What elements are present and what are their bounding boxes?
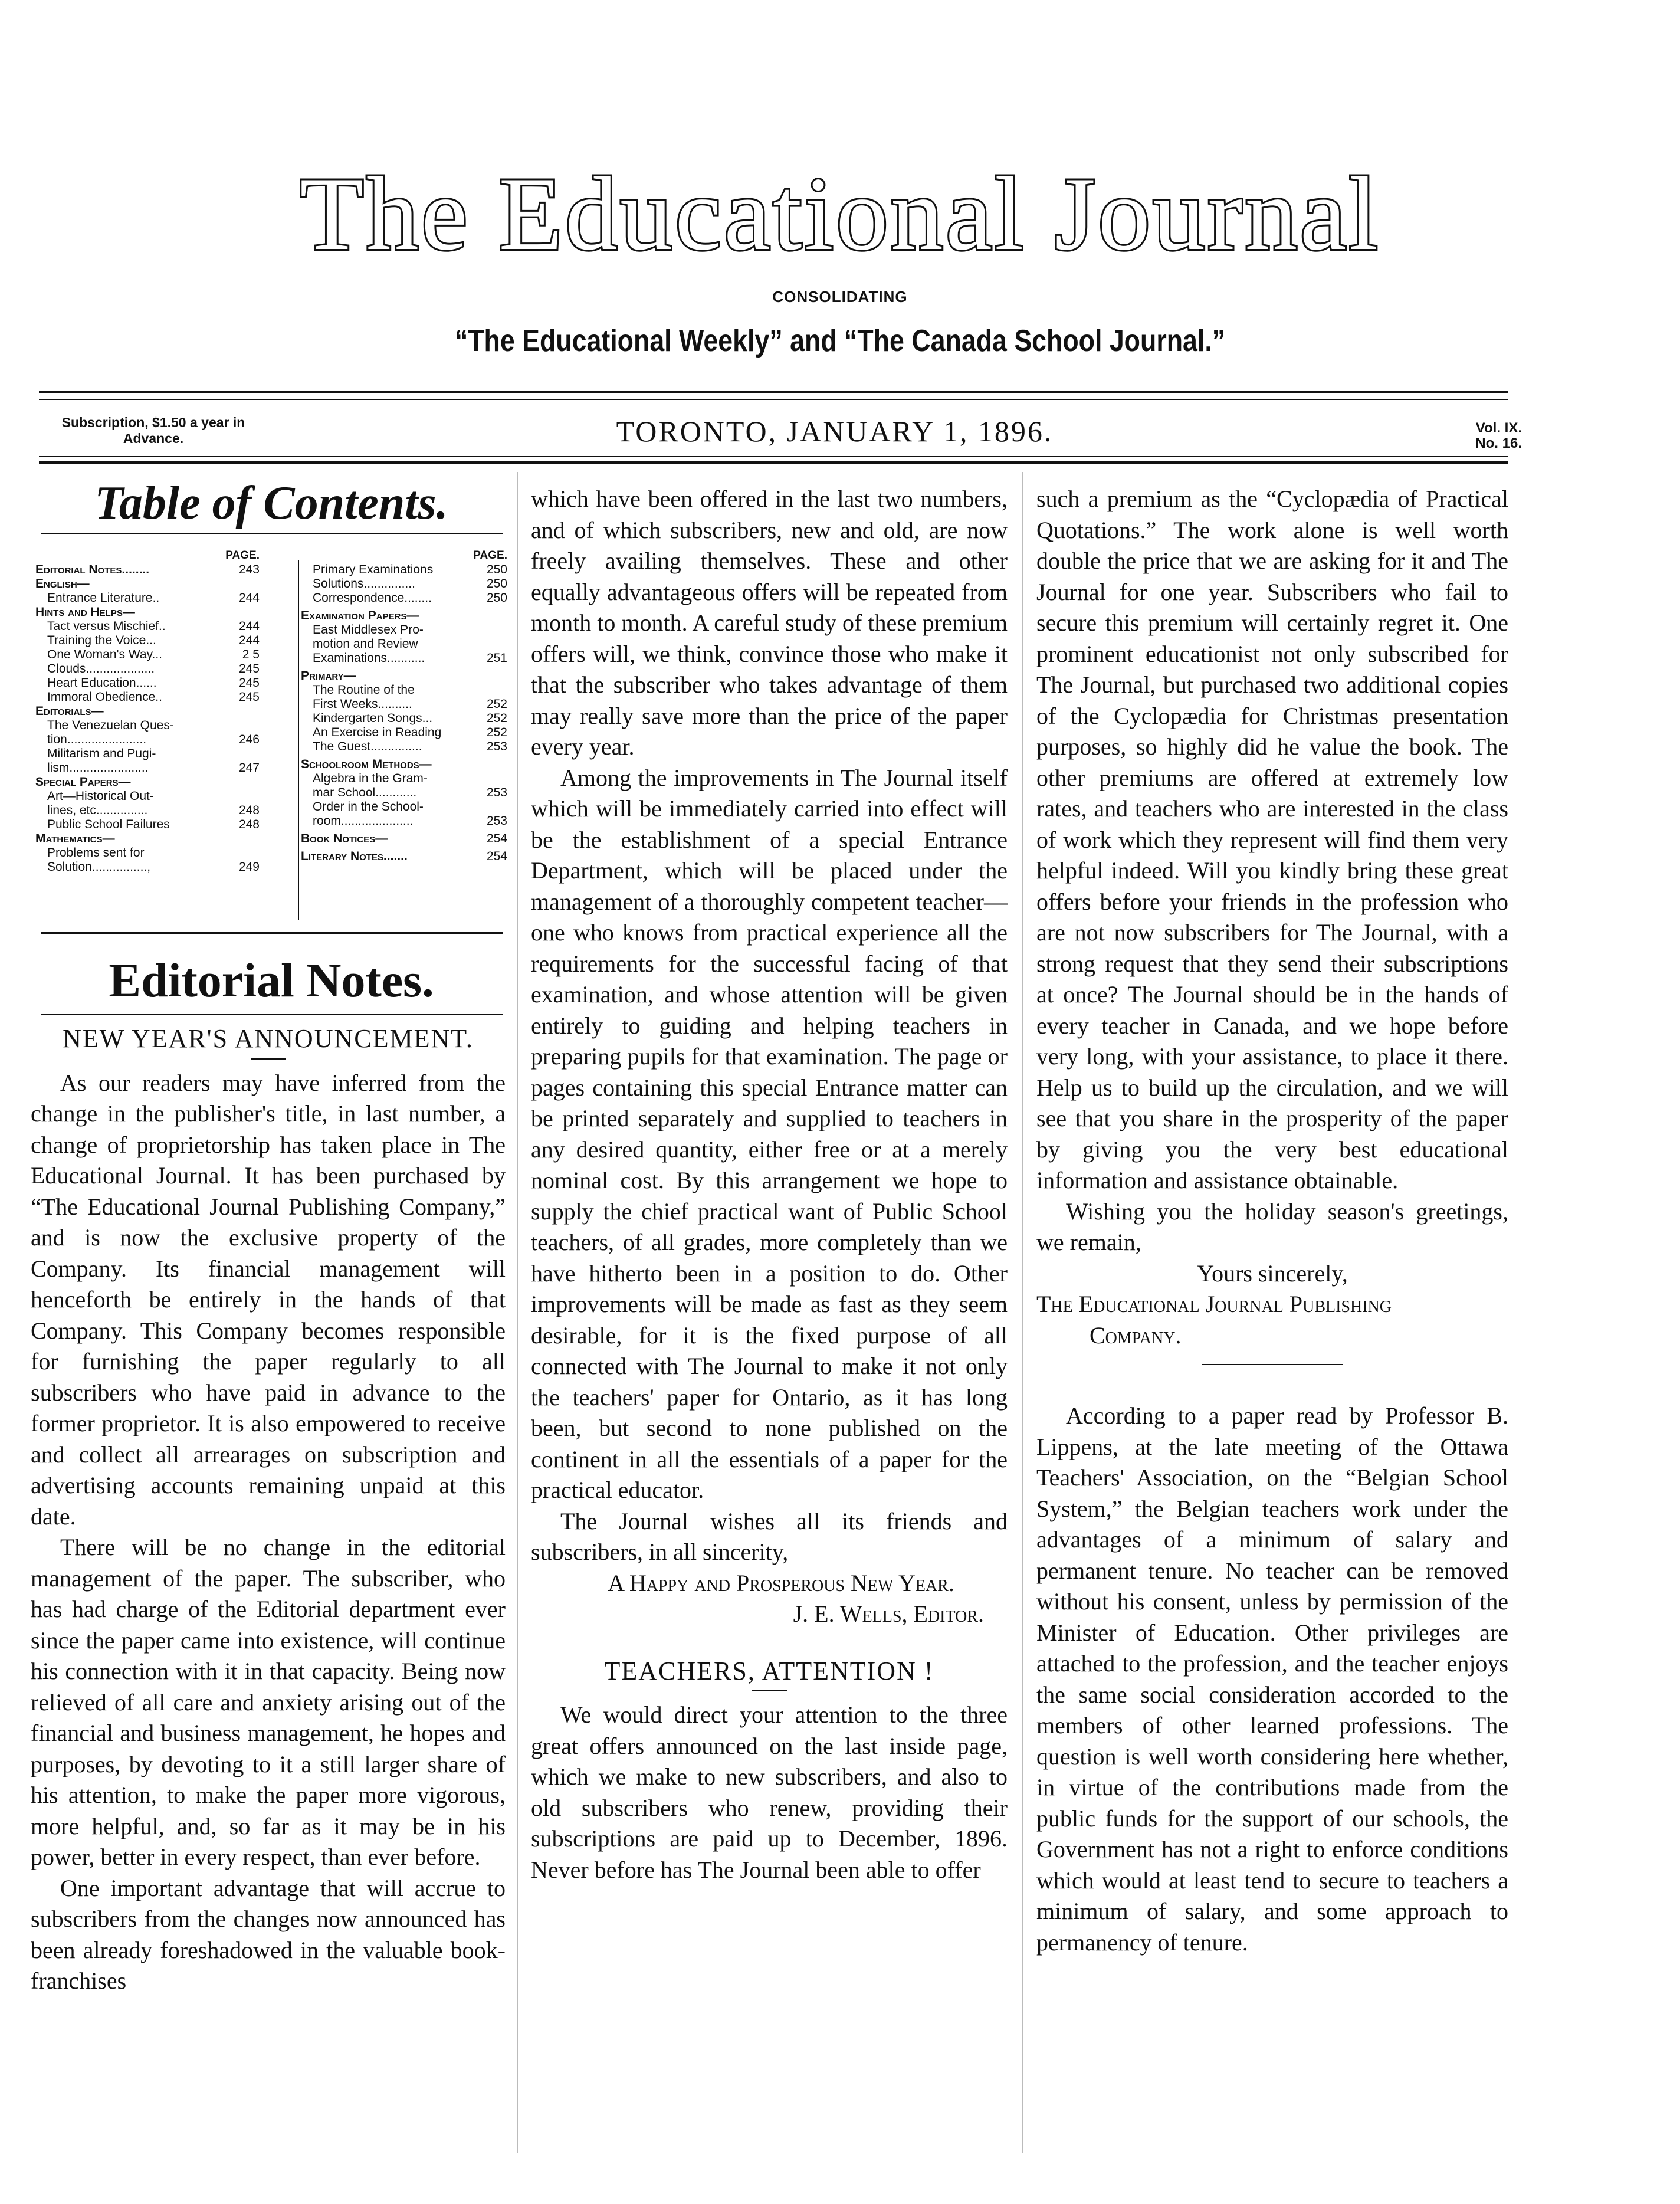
toc-entry-page: 250 [486, 563, 507, 576]
toc-entry-name: Correspondence........ [313, 591, 432, 605]
toc-entry-page: 252 [486, 697, 507, 711]
toc-entry-page [481, 623, 507, 637]
toc-entry-name: tion....................... [47, 733, 147, 746]
toc-entry-page: 253 [486, 786, 507, 799]
toc-entry-page: 245 [238, 676, 260, 690]
toc-entry [35, 634, 260, 648]
toc-entry-name: Examinations........... [313, 651, 425, 665]
toc-entry [35, 747, 260, 761]
toc-entry-page [234, 704, 260, 719]
editorial-notes-title: Editorial Notes. [109, 953, 434, 1007]
toc-entry [35, 803, 260, 818]
heading-dash [752, 1690, 787, 1691]
toc-entry [35, 577, 260, 591]
toc-entry-name: motion and Review [313, 637, 418, 651]
dateline: TORONTO, JANUARY 1, 1896. [616, 415, 1054, 448]
toc-entry [301, 591, 507, 605]
toc-entry-page: 243 [238, 563, 260, 576]
dateline-rule-thick [39, 461, 1508, 464]
toc-entry [35, 704, 260, 719]
toc-entry-name: Editorials— [35, 704, 104, 718]
toc-entry-name: An Exercise in Reading [313, 726, 442, 739]
column-1 [31, 1024, 506, 1997]
toc-entry-page [234, 719, 260, 733]
paragraph: One important advantage that will accrue to subscribers from the changes now announced has been already foreshadowed in the valuable book-franchises [31, 1874, 506, 1994]
toc-entry-name: The Routine of the [313, 683, 415, 697]
column-3 [1036, 484, 1508, 1958]
toc-entry [301, 740, 507, 754]
toc-entry [301, 786, 507, 800]
toc-entry-page: 250 [486, 591, 507, 605]
toc-entry-page [481, 669, 507, 683]
toc-entry-page: 244 [238, 619, 260, 633]
toc-entry-page [234, 577, 260, 591]
toc-entry-page [481, 772, 507, 786]
toc-entry [301, 577, 507, 591]
toc-bottom-rule [41, 932, 503, 934]
toc-entry-page: 244 [238, 591, 260, 605]
toc-entry-name: Solutions............... [313, 577, 415, 591]
toc-entry-name: Book Notices— [301, 832, 388, 845]
toc-entry-page: 253 [486, 814, 507, 828]
toc-entry-page: 245 [238, 690, 260, 704]
toc-entry-page [481, 683, 507, 697]
toc-entry [301, 757, 507, 772]
toc-entry [35, 605, 260, 619]
toc-entry-name: Solution................, [47, 860, 151, 874]
toc-rule [41, 533, 503, 534]
toc-entry-page: 244 [238, 634, 260, 647]
toc-entry [301, 669, 507, 683]
toc-entry-page: 246 [238, 733, 260, 746]
toc-entry-name: Entrance Literature.. [47, 591, 160, 605]
heading-dash [251, 1058, 286, 1060]
toc-entry [301, 850, 507, 864]
editorial-rule [41, 1014, 503, 1015]
toc-entry-page [234, 775, 260, 789]
toc-entry-name: Militarism and Pugi- [47, 747, 156, 760]
toc-entry-name: Primary Examinations [313, 563, 434, 576]
toc-entry-page: 2 5 [242, 648, 260, 661]
toc-entry-page [481, 757, 507, 772]
toc-entry-name: Kindergarten Songs... [313, 711, 433, 725]
toc-entry-page: 252 [486, 711, 507, 725]
toc-entry-name: Problems sent for [47, 846, 145, 860]
toc-page-label: PAGE. [225, 549, 260, 562]
toc-entry [35, 846, 260, 860]
toc-entry [301, 651, 507, 665]
section-rule [1202, 1364, 1343, 1365]
toc-entry [301, 623, 507, 637]
toc-entry [301, 772, 507, 786]
toc-entry [301, 726, 507, 740]
company-name: The Educational Journal Publishing [1036, 1291, 1392, 1317]
toc-entry-page: 247 [238, 761, 260, 775]
toc-entry [35, 775, 260, 789]
toc-entry-page: 252 [486, 726, 507, 739]
toc-entry-page: 254 [486, 850, 507, 863]
toc-entry [301, 683, 507, 697]
paragraph: which have been offered in the last two numbers, and of which subscribers, new and old, are now freely availing themselves. These and other equally advantageous offers will be repeated from month to month. A careful study of these premium offers will, we think, convince those who make it that the subscriber who takes advantage of them may really save more than the price of the paper every year. [531, 486, 1008, 760]
masthead-consolidating: CONSOLIDATING [772, 288, 908, 306]
toc-entry-name: lines, etc............... [47, 803, 148, 817]
column-divider [1022, 472, 1023, 2153]
paragraph: There will be no change in the editorial management of the paper. The subscriber, who has had charge of the Editorial department ever since the paper came into existence, will continue his connection with it in that capacity. Being now relieved of all care and anxiety arising out of the financial and business management, he hopes and purposes, by devoting to it a still larger share of his attention, to make the paper more vigorous, more helpful, and, so far as it may be in his power, better in every respect, than ever before. [31, 1534, 506, 1870]
toc-entry-name: Examination Papers— [301, 609, 419, 622]
toc-entry-name: Immoral Obedience.. [47, 690, 162, 704]
toc-entry-page [481, 609, 507, 623]
toc-entry-name: room..................... [313, 814, 414, 828]
toc-entry-page [481, 800, 507, 814]
toc-entry-page: 249 [238, 860, 260, 874]
paragraph: Among the improvements in The Journal itself which will be immediately carried into effect will be the establishment of a special Entrance Department, which will be placed under the management of a thoroughly competent teacher—one who knows from practical experience all the requirements for the successful facing of that examination, and whose attention will be given entirely to guiding and helping teachers in preparing pupils for that examination. The page or pages containing this special Entrance matter can be printed separately and supplied to teachers in any desired quantity, either free or at a merely nominal cost. By this arrangement we hope to supply the chief practical want of Public School teachers, of all grades, more completely than we have hitherto been in a position to do. Other improvements will be made as fast as they seem desirable, for it is the fixed purpose of all connected with The Journal to make it not only the teachers' paper for Ontario, as it has long been, but second to none published on the continent in all the essentials of a paper for the practical educator. [531, 764, 1008, 1503]
toc-entry-name: English— [35, 577, 90, 591]
volume-number [1404, 421, 1522, 451]
toc-entry [35, 761, 260, 775]
toc-entry [35, 619, 260, 634]
editor-signature: J. E. Wells, Editor. [793, 1600, 984, 1627]
toc-entry-name: Mathematics— [35, 832, 115, 845]
toc-entry [301, 637, 507, 651]
toc-entry-name: One Woman's Way... [47, 648, 163, 661]
toc-entry-name: East Middlesex Pro- [313, 623, 424, 637]
toc-entry [301, 563, 507, 577]
toc-entry [35, 563, 260, 577]
toc-entry [35, 676, 260, 690]
toc-entry [35, 648, 260, 662]
new-year-heading: NEW YEAR'S ANNOUNCEMENT. [63, 1024, 474, 1053]
column-divider [517, 472, 518, 2153]
toc-column-divider [298, 560, 299, 920]
toc-entry [301, 800, 507, 814]
toc-entry-name: Schoolroom Methods— [301, 757, 432, 771]
toc-entry [35, 719, 260, 733]
toc-entry-name: Editorial Notes........ [35, 563, 150, 576]
toc-entry-page: 245 [238, 662, 260, 675]
subscription-note: Subscription, $1.50 a year in Advance. [61, 415, 245, 446]
toc-page-label: PAGE. [473, 549, 507, 562]
teachers-attention-heading: TEACHERS, ATTENTION ! [604, 1656, 934, 1685]
toc-entry [35, 690, 260, 704]
toc-entry [35, 662, 260, 676]
toc-entry-page: 248 [238, 803, 260, 817]
toc-entry-name: The Guest............... [313, 740, 422, 753]
toc-entry-name: Special Papers— [35, 775, 131, 789]
toc-title: Table of Contents. [94, 477, 448, 529]
toc-entry [35, 832, 260, 846]
paragraph: such a premium as the “Cyclopædia of Practical Quotations.” The work alone is well worth double the price that we are asking for it and The Journal for one year. Subscribers who fail to secure this premium will certainly regret it. One prominent educationist not only subscribed for The Journal, but purchased two additional copies of the Cyclopædia for Christmas presentation purposes, so highly did he value the book. The other premiums are offered at extremely low rates, and teachers who are interested in the class of work which they represent will find them very helpful indeed. Will you kindly bring these great offers before your friends in the profession who are not now subscribers for The Journal, with a strong request that they send their subscriptions at once? The Journal should be in the hands of every teacher in Canada, and we hope before very long, with your assistance, to place it there. Help us to build up the circulation, and we will see that you share in the prosperity of the paper by giving you the very best educational information and assistance obtainable. [1036, 486, 1508, 1193]
paragraph: The Journal wishes all its friends and subscribers, in all sincerity, [531, 1507, 1008, 1565]
toc-entry-page: 248 [238, 818, 260, 831]
toc-entry [35, 860, 260, 874]
toc-entry-name: Art—Historical Out- [47, 789, 154, 803]
new-year-greeting: A Happy and Prosperous New Year. [608, 1569, 954, 1596]
toc-entry [301, 814, 507, 828]
toc-entry [35, 818, 260, 832]
toc-entry-name: mar School............ [313, 786, 417, 799]
toc-entry-page [234, 605, 260, 619]
toc-entry-page: 251 [486, 651, 507, 665]
toc-entry-name: Primary— [301, 669, 356, 683]
toc-entry [301, 609, 507, 623]
toc-entry-name: First Weeks.......... [313, 697, 412, 711]
toc-entry-name: Training the Voice... [47, 634, 156, 647]
toc-entry-page: 253 [486, 740, 507, 753]
dateline-rule-thin [39, 456, 1508, 457]
toc-entry-name: Order in the School- [313, 800, 424, 814]
toc-entry [301, 711, 507, 726]
paragraph: According to a paper read by Professor B. Lippens, at the late meeting of the Ottawa Teachers' Association, on the “Belgian School System,” the Belgian teachers work under the advantages of a minimum of salary and permanent tenure. No teacher can be removed without his consent, unless by permission of the Minister of Education. Other privileges are attached to the profession, and the teacher enjoys the same social consideration accorded to the members of other learned professions. The question is well worth considering here whether, in virtue of the contributions made from the public funds for the support of our schools, the Government has not a right to enforce conditions which would at least tend to secure to teachers a minimum of salary, and some approach to permanency of tenure. [1036, 1402, 1508, 1956]
toc-entry-name: Public School Failures [47, 818, 170, 831]
column-2 [531, 484, 1008, 1885]
toc-entry-name: lism....................... [47, 761, 149, 775]
toc-entry-page [234, 846, 260, 860]
toc-entry-page [234, 832, 260, 846]
toc-entry-name: Tact versus Mischief.. [47, 619, 166, 633]
masthead-title: The Educational Journal [300, 155, 1380, 272]
toc-entry-page: 250 [486, 577, 507, 591]
issue-label: No. 16. [1475, 435, 1522, 451]
toc-entry-page [481, 637, 507, 651]
closing: Yours sincerely, [1197, 1260, 1348, 1287]
volume-label: Vol. IX. [1475, 420, 1522, 436]
toc-entry-name: Algebra in the Gram- [313, 772, 428, 785]
toc-entry-page: 254 [486, 832, 507, 845]
toc-entry-name: Hints and Helps— [35, 605, 135, 619]
toc-entry [301, 697, 507, 711]
masthead-rule-thick [39, 391, 1508, 393]
toc-entry-name: Heart Education...... [47, 676, 157, 690]
paragraph: As our readers may have inferred from the change in the publisher's title, in last number, a change of proprietorship has taken place in The Educational Journal. It has been purchased by “The Educational Journal Publishing Company,” and is now the exclusive property of the Company. Its financial management will henceforth be entirely in the hands of that Company. This Company becomes responsible for furnishing the paper regularly to all subscribers who have paid in advance to the former proprietor. It is also empowered to receive and collect all arrearages on subscription and advertising accounts remaining unpaid at this date. [31, 1069, 506, 1530]
toc-entry-name: Clouds.................... [47, 662, 155, 675]
toc-entry [35, 591, 260, 605]
toc-entry [301, 832, 507, 846]
toc-entry-page [234, 789, 260, 803]
toc-entry-page [234, 747, 260, 761]
toc-entry-name: The Venezuelan Ques- [47, 719, 174, 732]
toc-entry [35, 789, 260, 803]
masthead-subtitle: “The Educational Weekly” and “The Canada School Journal.” [454, 324, 1226, 358]
paragraph: We would direct your attention to the three great offers announced on the last inside page, which we make to new subscribers, and also to old subscribers who renew, providing their subscriptions are paid up to December, 1896. Never before has The Journal been able to offer [531, 1701, 1008, 1883]
toc-entry [35, 733, 260, 747]
company-name-2: Company. [1090, 1321, 1182, 1349]
masthead-rule-thin [39, 399, 1508, 400]
toc-entry-name: Literary Notes....... [301, 850, 408, 863]
paragraph: Wishing you the holiday season's greetings, we remain, [1036, 1198, 1508, 1255]
